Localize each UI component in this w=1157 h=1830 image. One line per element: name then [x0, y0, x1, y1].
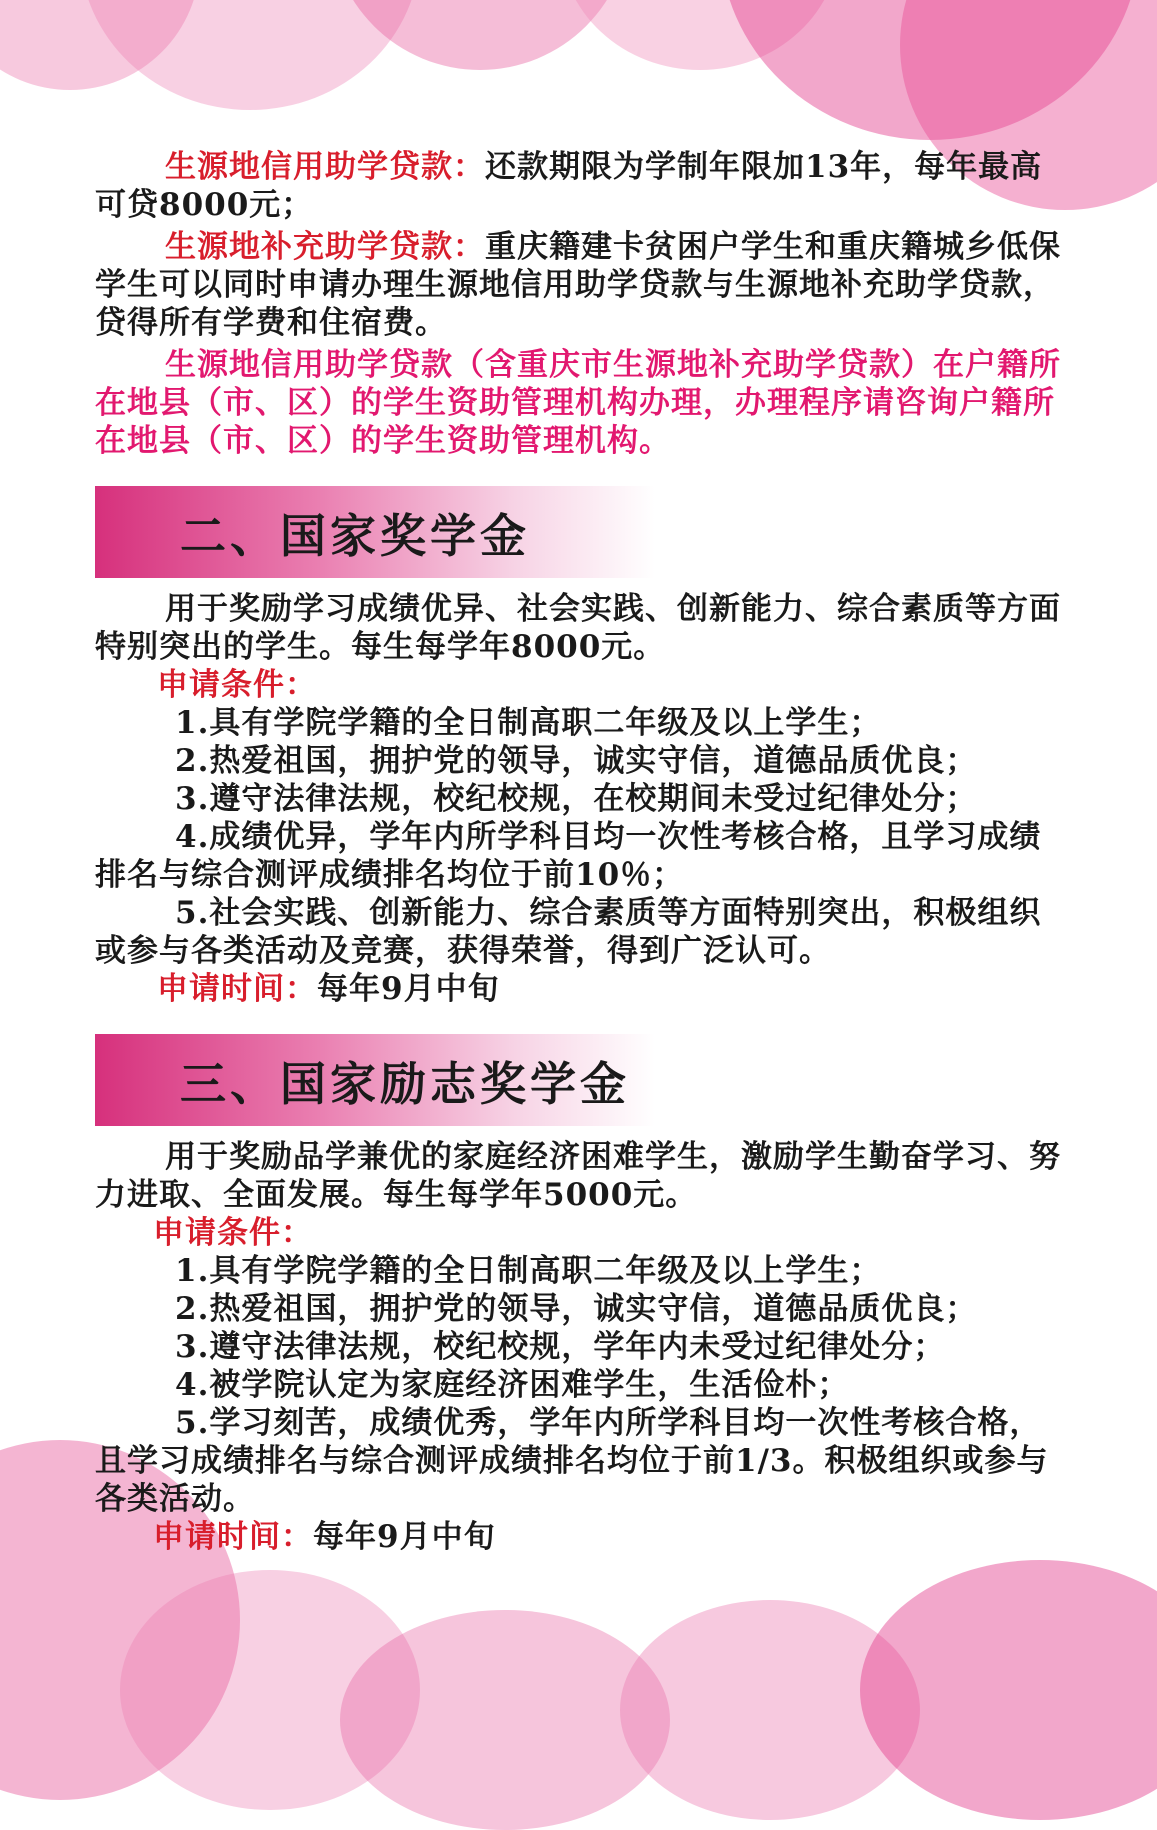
national-scholarship-time-value: 每年9月中旬: [317, 971, 500, 1007]
section-heading-inspirational-scholarship: 三、国家励志奖学金: [180, 1057, 630, 1111]
inspirational-scholarship-time-value: 每年9月中旬: [313, 1519, 496, 1555]
section-heading-national-scholarship: 二、国家奖学金: [180, 509, 530, 563]
document-body: [95, 148, 1065, 1556]
inspirational-scholarship-condition-2: 2.热爱祖国，拥护党的领导，诚实守信，道德品质优良；: [175, 1291, 978, 1327]
national-scholarship-condition-2: 2.热爱祖国，拥护党的领导，诚实守信，道德品质优良；: [175, 743, 978, 779]
inspirational-scholarship-condition-3: 3.遵守法律法规，校纪校规，学年内未受过纪律处分；: [175, 1329, 946, 1365]
section-banner-national-scholarship: [95, 486, 655, 578]
decor-circle-bottom-4: [620, 1600, 920, 1820]
loan-office-note: 生源地信用助学贷款（含重庆市生源地补充助学贷款）在户籍所在地县（市、区）的学生资助管理机构办理，办理程序请咨询户籍所在地县（市、区）的学生资助管理机构。: [95, 347, 1061, 459]
national-scholarship-conditions-label: 申请条件：: [157, 667, 317, 703]
decor-circle-top-4: [560, 0, 840, 70]
inspirational-scholarship-condition-1: 1.具有学院学籍的全日制高职二年级及以上学生；: [175, 1253, 882, 1289]
decor-circle-bottom-3: [340, 1610, 670, 1830]
national-scholarship-time-label: 申请时间：: [157, 971, 317, 1007]
national-scholarship-time: [95, 970, 1065, 1008]
national-scholarship-condition-3: 3.遵守法律法规，校纪校规，在校期间未受过纪律处分；: [175, 781, 978, 817]
national-scholarship-condition-4: 4.成绩优异，学年内所学科目均一次性考核合格，且学习成绩排名与综合测评成绩排名均位于前10％；: [95, 819, 1042, 893]
inspirational-scholarship-time-label: 申请时间：: [153, 1519, 313, 1555]
decor-circle-top-3: [330, 0, 630, 70]
national-scholarship-intro: 用于奖励学习成绩优异、社会实践、创新能力、综合素质等方面特别突出的学生。每生每学年8000元。: [95, 591, 1061, 665]
inspirational-scholarship-conditions-label: 申请条件：: [153, 1215, 313, 1251]
decor-circle-top-2: [80, 0, 420, 110]
loan-credit-text: 还款期限为学制年限加13年，每年最高可贷8000元；: [95, 149, 1043, 223]
section-banner-inspirational-scholarship: [95, 1034, 655, 1126]
loan-supplement-paragraph: [95, 228, 1065, 342]
decor-circle-top-5: [720, 0, 1140, 140]
loan-supplement-text: 重庆籍建卡贫困户学生和重庆籍城乡低保学生可以同时申请办理生源地信用助学贷款与生源地补充助学贷款，贷得所有学费和住宿费。: [95, 229, 1061, 341]
national-scholarship-condition-1: 1.具有学院学籍的全日制高职二年级及以上学生；: [175, 705, 882, 741]
decor-circle-bottom-2: [120, 1570, 420, 1810]
inspirational-scholarship-time: [95, 1518, 1065, 1556]
loan-credit-paragraph: [95, 148, 1065, 224]
inspirational-scholarship-intro: 用于奖励品学兼优的家庭经济困难学生，激励学生勤奋学习、努力进取、全面发展。每生每学年5000元。: [95, 1139, 1061, 1213]
loan-supplement-label: 生源地补充助学贷款：: [165, 229, 485, 265]
decor-circle-bottom-5: [860, 1560, 1157, 1820]
inspirational-scholarship-condition-4: 4.被学院认定为家庭经济困难学生，生活俭朴；: [175, 1367, 850, 1403]
national-scholarship-condition-5: 5.社会实践、创新能力、综合素质等方面特别突出，积极组织或参与各类活动及竞赛，获得荣誉，得到广泛认可。: [95, 895, 1042, 969]
decor-circle-top-1: [0, 0, 200, 90]
inspirational-scholarship-condition-5: 5.学习刻苦，成绩优秀，学年内所学科目均一次性考核合格，且学习成绩排名与综合测评成绩排名均位于前1/3。积极组织或参与各类活动。: [95, 1405, 1049, 1517]
loan-credit-label: 生源地信用助学贷款：: [165, 149, 485, 185]
